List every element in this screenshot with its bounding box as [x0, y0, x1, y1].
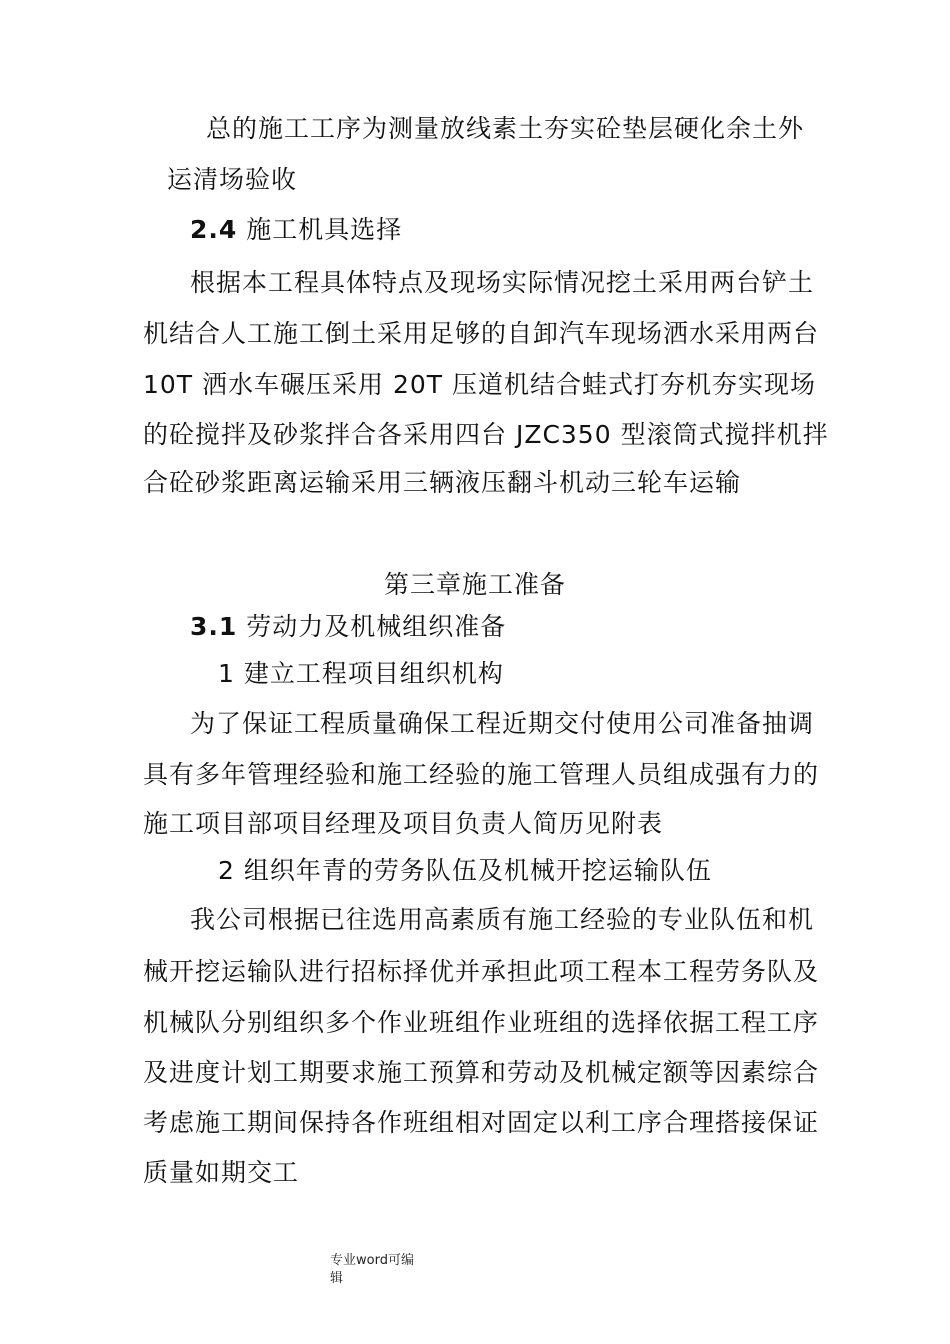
footer-line-2: 辑 — [330, 1271, 344, 1286]
item-1-line-1: 为了保证工程质量确保工程近期交付使用公司准备抽调 — [190, 709, 815, 738]
item-2-line-2: 械开挖运输队进行招标择优并承担此项工程本工程劳务队及 — [143, 957, 820, 986]
section-number: 2.4 — [190, 215, 238, 244]
item-2-line-6: 质量如期交工 — [143, 1158, 300, 1187]
chapter-title: 第三章施工准备 — [383, 570, 566, 599]
item-1-line-3: 施工项目部项目经理及项目负责人简历见附表 — [143, 809, 664, 838]
item-2-line-5: 考虑施工期间保持各作班组相对固定以利工序合理搭接保证 — [143, 1108, 820, 1137]
item-2-title: 2 组织年青的劳务队伍及机械开挖运输队伍 — [218, 856, 712, 885]
item-2-line-3: 机械队分别组织多个作业班组作业班组的选择依据工程工序 — [143, 1008, 820, 1037]
page-footer — [330, 1252, 414, 1288]
section-2-4-line-3: 10T 洒水车碾压采用 20T 压道机结合蛙式打夯机夯实现场 — [143, 370, 817, 399]
section-title: 劳动力及机械组织准备 — [246, 612, 507, 641]
section-number: 3.1 — [190, 612, 238, 641]
section-2-4-line-5: 合砼砂浆距离运输采用三辆液压翻斗机动三轮车运输 — [143, 468, 742, 497]
section-title: 施工机具选择 — [246, 215, 403, 244]
item-1-title: 1 建立工程项目组织机构 — [218, 659, 504, 688]
intro-line-1: 总的施工工序为测量放线素土夯实砼垫层硬化余土外 — [206, 114, 805, 143]
section-2-4-line-4: 的砼搅拌及砂浆拌合各采用四台 JZC350 型滚筒式搅拌机拌 — [143, 420, 829, 449]
item-2-line-4: 及进度计划工期要求施工预算和劳动及机械定额等因素综合 — [143, 1058, 820, 1087]
item-2-line-1: 我公司根据已往选用高素质有施工经验的专业队伍和机 — [190, 905, 815, 934]
section-2-4-line-2: 机结合人工施工倒土采用足够的自卸汽车现场洒水采用两台 — [143, 319, 820, 348]
section-2-4-line-1: 根据本工程具体特点及现场实际情况挖土采用两台铲土 — [190, 268, 815, 297]
section-2-4-heading — [190, 213, 402, 247]
item-1-line-2: 具有多年管理经验和施工经验的施工管理人员组成强有力的 — [143, 760, 820, 789]
section-3-1-heading — [190, 610, 506, 644]
intro-line-2: 运清场验收 — [167, 165, 298, 194]
footer-line-1: 专业word可编 — [330, 1253, 414, 1268]
